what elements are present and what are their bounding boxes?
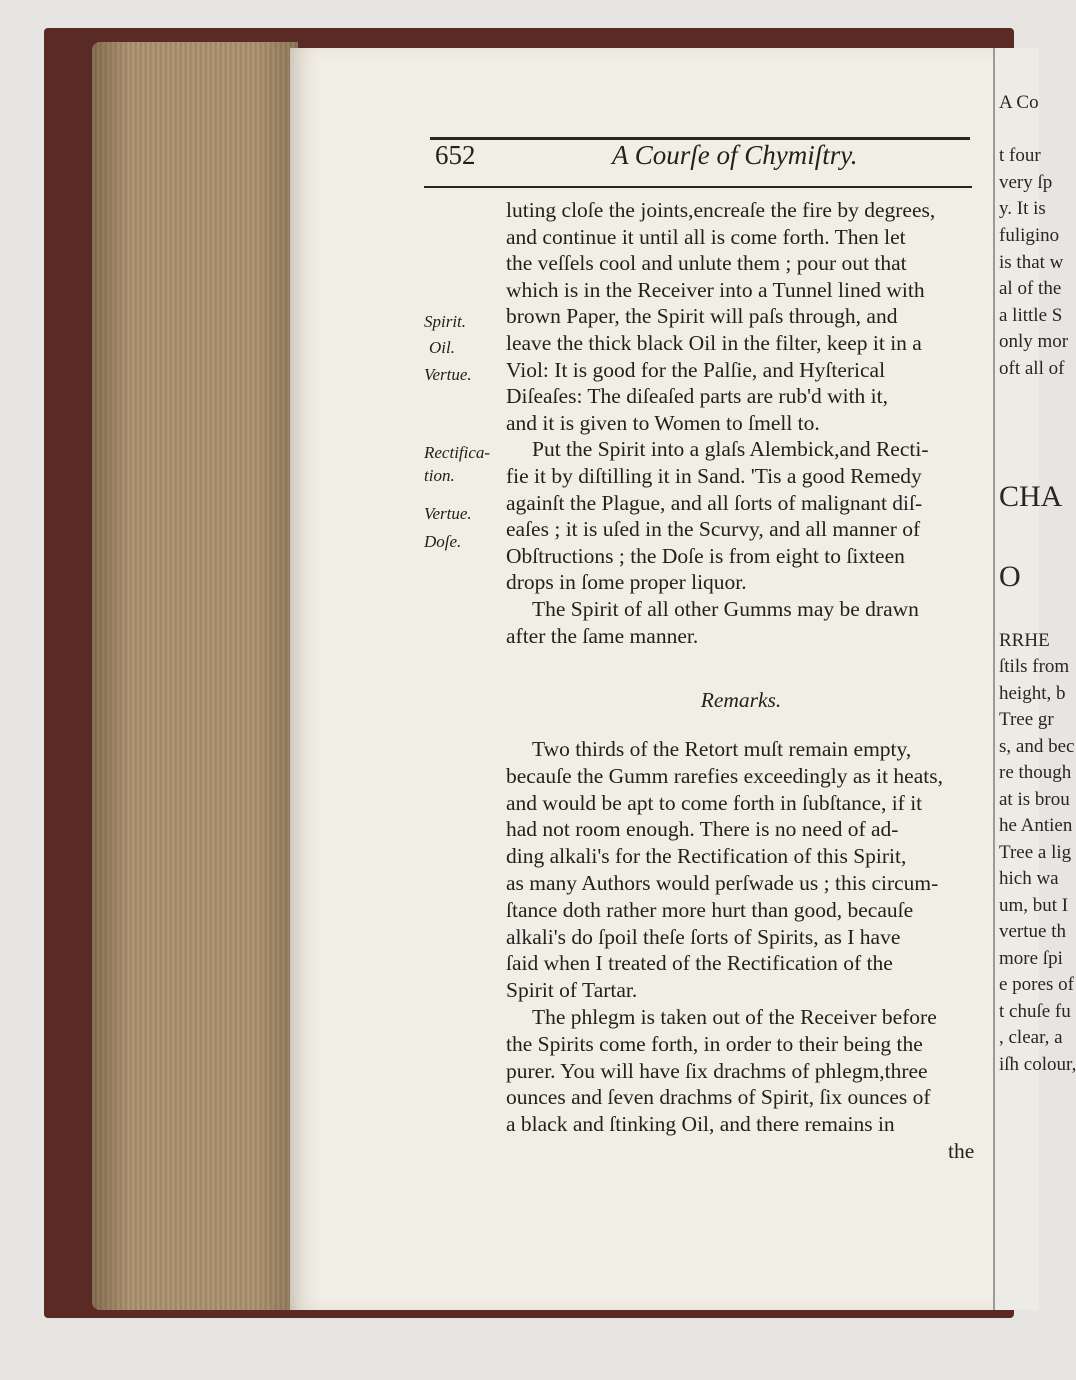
facing-page-text: O <box>999 560 1021 593</box>
facing-page-fragment <box>993 48 1076 1310</box>
remarks-line: as many Authors would perſwade us ; this circum- <box>506 871 939 895</box>
body-line: Viol: It is good for the Palſie, and Hyſterical <box>506 357 886 382</box>
body-line: Obſtructions ; the Doſe is from eight to ſixteen <box>506 543 905 568</box>
remarks-heading: Remarks. <box>700 688 782 712</box>
remarks-line: and would be apt to come forth in ſubſtance, if it <box>506 790 923 815</box>
facing-page-text: Tree gr <box>999 709 1054 730</box>
body-line: Diſeaſes: The diſeaſed parts are rub'd with it, <box>506 384 888 409</box>
facing-page-text: more ſpi <box>999 948 1063 969</box>
facing-page-text: is that w <box>999 252 1064 273</box>
facing-page-text: at is brou <box>999 789 1070 810</box>
facing-page-text: s, and bec <box>999 736 1075 757</box>
running-title: A Courſe of Chymiſtry. <box>612 140 858 170</box>
facing-page-text: A Co <box>999 92 1039 113</box>
facing-page-text: um, but I <box>999 895 1069 916</box>
page-number: 652 <box>435 140 476 170</box>
margin-note-dose: Doſe. <box>424 532 462 551</box>
body-line: Put the Spirit into a glaſs Alembick,and Recti- <box>532 437 929 462</box>
facing-page-text: y. It is <box>999 198 1046 219</box>
catchword: the <box>948 1139 975 1163</box>
margin-note-rectification-2: tion. <box>424 466 455 485</box>
remarks-line: Two thirds of the Retort muſt remain empty, <box>532 737 912 761</box>
body-line: The Spirit of all other Gumms may be drawn <box>532 597 919 621</box>
facing-page-text: hich wa <box>999 868 1059 889</box>
body-line: eaſes ; it is uſed in the Scurvy, and all manner of <box>506 517 921 542</box>
facing-page-text: al of the <box>999 278 1062 299</box>
body-line: after the ſame manner. <box>506 623 699 648</box>
body-line: and continue it until all is come forth. Then let <box>506 224 906 249</box>
body-line: which is in the Receiver into a Tunnel lined with <box>506 277 925 302</box>
facing-page-text: t four <box>999 145 1041 166</box>
remarks-line: Spirit of Tartar. <box>506 978 638 1003</box>
body-line: leave the thick black Oil in the filter, keep it in a <box>506 331 922 355</box>
remarks-line: had not room enough. There is no need of ad- <box>506 817 899 842</box>
facing-page-text: oft all of <box>999 358 1065 379</box>
margin-note-vertue-1: Vertue. <box>424 365 472 384</box>
remarks-line: a black and ſtinking Oil, and there remains in <box>506 1112 895 1137</box>
margin-note-vertue-2: Vertue. <box>424 504 472 523</box>
facing-page-text: a little S <box>999 305 1063 326</box>
body-line: luting cloſe the joints,encreaſe the fire by degrees, <box>506 198 936 222</box>
facing-page-text: , clear, a <box>999 1027 1063 1048</box>
facing-page-text: iſh colour, <box>999 1054 1076 1075</box>
facing-page-text: fuligino <box>999 225 1060 246</box>
remarks-line: ding alkali's for the Rectification of this Spirit, <box>506 844 907 869</box>
remarks-line: purer. You will have ſix drachms of phlegm,three <box>506 1058 928 1083</box>
margin-note-oil: Oil. <box>429 338 455 357</box>
body-line: fie it by diſtilling it in Sand. 'Tis a good Remedy <box>506 464 922 488</box>
facing-page-text: e pores of <box>999 974 1074 995</box>
header-rule-bottom <box>424 186 972 188</box>
facing-page-text: vertue th <box>999 921 1067 942</box>
facing-page-text: very ſp <box>999 172 1053 193</box>
facing-page-text: CHA <box>999 480 1063 513</box>
remarks-line: The phlegm is taken out of the Receiver before <box>532 1005 937 1029</box>
margin-note-spirit: Spirit. <box>424 312 467 331</box>
body-line: the veſſels cool and unlute them ; pour out that <box>506 251 907 276</box>
remarks-line: ſtance doth rather more hurt than good, becauſe <box>506 897 914 922</box>
facing-page-text: RRHE <box>999 630 1050 651</box>
remarks-line: ſaid when I treated of the Rectification of the <box>506 951 893 976</box>
facing-page-text: t chuſe fu <box>999 1001 1071 1022</box>
body-line: and it is given to Women to ſmell to. <box>506 410 820 435</box>
facing-page-text: re though <box>999 762 1072 783</box>
body-line: drops in ſome proper liquor. <box>506 570 747 595</box>
remarks-line: ounces and ſeven drachms of Spirit, ſix ounces of <box>506 1085 931 1110</box>
body-line: brown Paper, the Spirit will paſs through, and <box>506 304 898 329</box>
margin-note-rectification-1: Rectifica- <box>424 443 491 462</box>
facing-page-text: he Antien <box>999 815 1073 836</box>
body-line: againſt the Plague, and all ſorts of malignant diſ- <box>506 490 923 515</box>
remarks-line: the Spirits come forth, in order to their being the <box>506 1031 923 1056</box>
facing-page-text: Tree a lig <box>999 842 1072 863</box>
facing-page-text: height, b <box>999 683 1066 704</box>
facing-page-text: only mor <box>999 331 1069 352</box>
remarks-line: becauſe the Gumm rarefies exceedingly as it heats, <box>506 763 943 788</box>
page-edges <box>92 42 298 1310</box>
remarks-line: alkali's do ſpoil theſe ſorts of Spirits, as I have <box>506 924 901 949</box>
facing-page-text: ſtils from <box>999 656 1070 677</box>
